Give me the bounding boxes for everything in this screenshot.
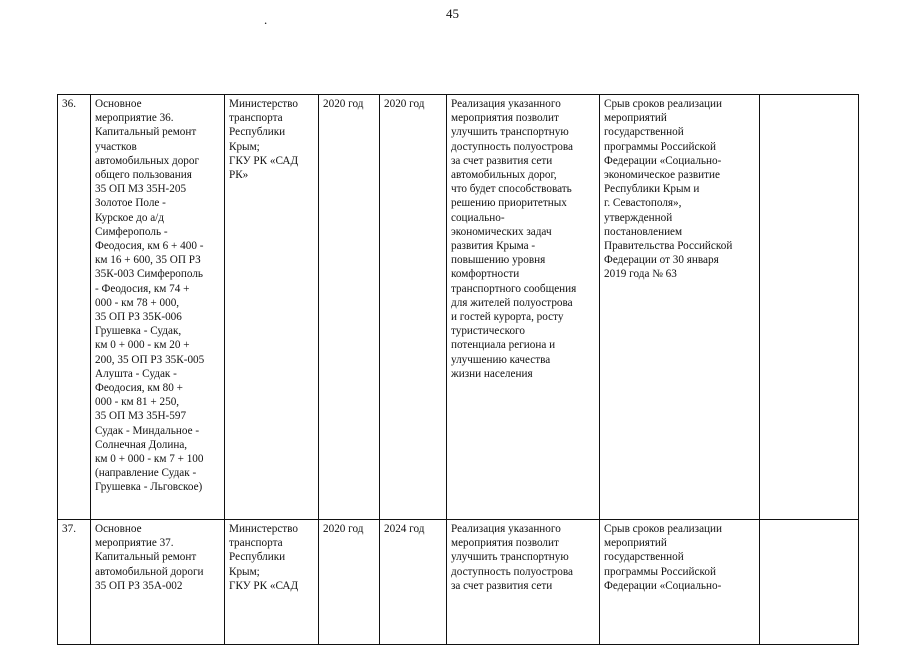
consequences-cell: Срыв сроков реализации мероприятий государственной программы Российской Федерации «Социально-	[600, 520, 760, 645]
start-year-cell: 2020 год	[319, 95, 380, 520]
link-cell	[760, 95, 859, 520]
start-year-cell: 2020 год	[319, 520, 380, 645]
row-number-cell: 37.	[58, 520, 91, 645]
expected-result-cell: Реализация указанного мероприятия позволит улучшить транспортную доступность полуострова за счет развития сети автомобильных дорог, что будет способствовать решению приоритетных социально- экономических задач развития Крыма - повышению уровня комфортности транспортного сообщения для жителей полуострова и гостей курорта, росту туристического потенциала региона и улучшению качества жизни населения	[447, 95, 600, 520]
row-number-cell: 36.	[58, 95, 91, 520]
event-cell: Основное мероприятие 37. Капитальный ремонт автомобильной дороги 35 ОП РЗ 35А-002	[91, 520, 225, 645]
executor-cell: Министерство транспорта Республики Крым; ГКУ РК «САД РК»	[225, 95, 319, 520]
table-row	[58, 95, 859, 520]
event-cell: Основное мероприятие 36. Капитальный ремонт участков автомобильных дорог общего пользования 35 ОП МЗ 35Н-205 Золотое Поле - Курское до а/д Симферополь - Феодосия, км 6 + 400 - км 16 + 600, 35 ОП РЗ 35К-003 Симферополь - Феодосия, км 74 + 000 - км 78 + 000, 35 ОП РЗ 35К-006 Грушевка - Судак, км 0 + 000 - км 20 + 200, 35 ОП РЗ 35К-005 Алушта - Судак - Феодосия, км 80 + 000 - км 81 + 250, 35 ОП МЗ 35Н-597 Судак - Миндальное - Солнечная Долина, км 0 + 000 - км 7 + 100 (направление Судак - Грушевка - Льговское)	[91, 95, 225, 520]
expected-result-cell: Реализация указанного мероприятия позволит улучшить транспортную доступность полуострова за счет развития сети	[447, 520, 600, 645]
page-number: 45	[446, 6, 459, 21]
scan-mark: .	[264, 12, 268, 27]
end-year-cell: 2020 год	[380, 95, 447, 520]
table-row	[58, 520, 859, 645]
executor-cell: Министерство транспорта Республики Крым; ГКУ РК «САД	[225, 520, 319, 645]
end-year-cell: 2024 год	[380, 520, 447, 645]
link-cell	[760, 520, 859, 645]
consequences-cell: Срыв сроков реализации мероприятий государственной программы Российской Федерации «Социально- экономическое развитие Республики Крым и г. Севастополя», утвержденной постановлением Правительства Российской Федерации от 30 января 2019 года № 63	[600, 95, 760, 520]
measures-table	[57, 94, 859, 645]
